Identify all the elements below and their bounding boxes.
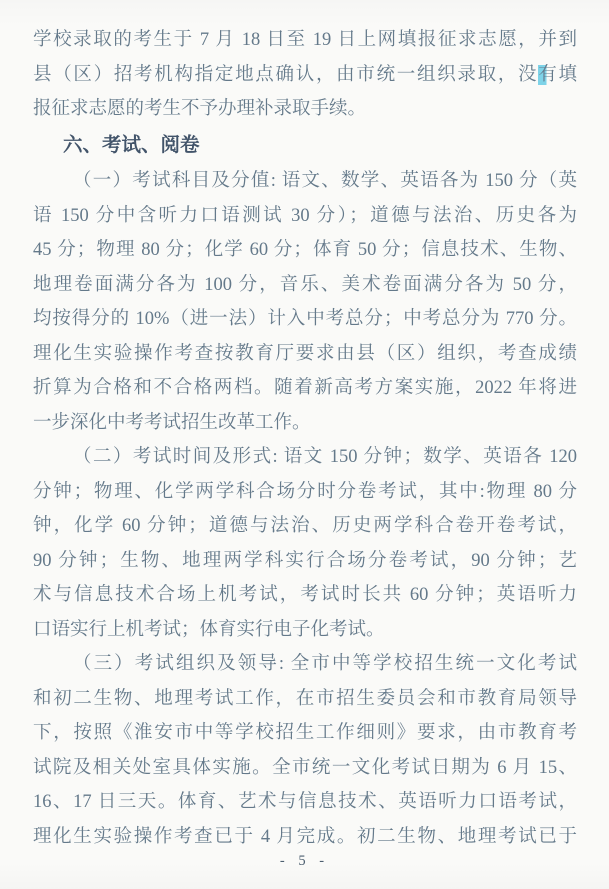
text-line-subjects-scores: （一）考试科目及分值: 语文、数学、英语各为 150 分（英 — [73, 171, 577, 191]
text-line: 语 150 分中含听力口语测试 30 分）；道德与法治、历史各为 — [33, 205, 577, 226]
document-body — [33, 23, 577, 854]
text-line: 术与信息技术合场上机考试，考试时长共 60 分钟；英语听力 — [33, 585, 577, 605]
text-line-exam-time-format: （二）考试时间及形式: 语文 150 分钟；数学、英语各 120 — [73, 447, 577, 467]
text-line: 折算为合格和不合格两档。随着新高考方案实施，2022 年将进 — [33, 378, 577, 398]
text-line: 一步深化中考考试招生改革工作。 — [33, 412, 311, 433]
text-segment: 填 — [558, 64, 577, 85]
text-line: 试院及相关处室具体实施。全市统一文化考试日期为 6 月 15、 — [33, 757, 577, 778]
section-heading-exam-marking: 六、考试、阅卷 — [63, 134, 200, 156]
text-line: 理化生实验操作考查已于 4 月完成。初二生物、地理考试已于 — [33, 826, 577, 847]
text-line: 报征求志愿的考生不予办理补录取手续。 — [33, 99, 367, 119]
page-number: - 5 - — [279, 853, 330, 869]
text-line-exam-organization: （三）考试组织及领导: 全市中等学校招生统一文化考试 — [73, 654, 577, 674]
text-line: 90 分钟；生物、地理两学科实行合场分卷考试，90 分钟；艺 — [33, 550, 577, 571]
text-line: 均按得分的 10%（进一法）计入中考总分；中考总分为 770 分。 — [33, 309, 577, 329]
text-line: 45 分；物理 80 分；化学 60 分；体育 50 分；信息技术、生物、 — [33, 240, 577, 260]
text-segment: 县（区）招考机构指定地点确认，由市统一组织录取，没 — [33, 64, 539, 85]
text-line: 16、17 日三天。体育、艺术与信息技术、英语听力口语考试， — [33, 792, 577, 812]
text-line: 地理卷面满分各为 100 分，音乐、美术卷面满分各为 50 分， — [33, 274, 577, 295]
text-line: 学校录取的考生于 7 月 18 日至 19 日上网填报征求志愿，并到 — [33, 30, 577, 50]
text-line: 分钟；物理、化学两学科合场分时分卷考试，其中:物理 80 分 — [33, 481, 577, 502]
text-line: 口语实行上机考试；体育实行电子化考试。 — [33, 619, 385, 640]
text-line: 下，按照《淮安市中等学校招生工作细则》要求，由市教育考 — [33, 723, 577, 743]
text-line: 理化生实验操作考查按教育厅要求由县（区）组织，考查成绩 — [33, 343, 577, 364]
text-line: 和初二生物、地理考试工作，在市招生委员会和市教育局领导 — [33, 688, 577, 709]
text-line: 钟，化学 60 分钟；道德与法治、历史两学科合卷开卷考试， — [33, 516, 577, 536]
text-line — [33, 58, 577, 93]
scan-highlight-artifact: 有 — [538, 64, 559, 85]
